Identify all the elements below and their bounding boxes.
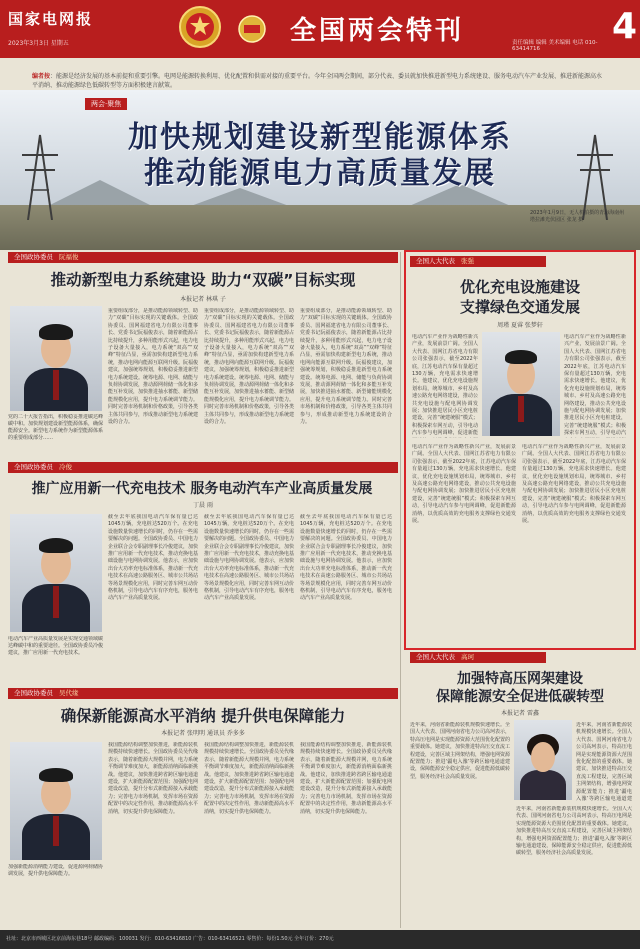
section-label: 全国政协委员 xyxy=(14,463,53,471)
article-byline: 本报记者 张明明 通讯员 乔多多 xyxy=(161,730,245,737)
main-headline-line-1: 加快规划建设新型能源体系 xyxy=(128,120,512,155)
congress-emblem-icon xyxy=(230,14,274,44)
section-bar xyxy=(410,652,546,663)
banner-caption: 2023年1月9日，无人机拍摄的青海海南州塔拉滩光伏园区 张龙 摄 xyxy=(530,210,625,223)
editor-note xyxy=(32,72,608,90)
article-body: 截至去年底我国电动汽车保有量已达1045万辆，充电桩达520万个。在充电设施数量快速增长的同时，仍存在一些需要解决的问题。全国政协委员、中国电力企业联合会专职副理事长冷俊建议，加快推广应用新一代充电技术，推动充换电基础设施与电网协调发展。他表示，应加快出台大功率充电标准体系，推动新一代充电技术在高速公路服务区、城市公共场站等场景规模化应用，同时完善车网互动价格机制，引导电动汽车有序充电，服务电动汽车产业高质量发展。 xyxy=(108,514,198,602)
focus-tag: 两会·聚焦 xyxy=(85,98,127,110)
article-body-continued: 电动汽车产业作为战略性新兴产业，发展前景广阔。全国人大代表、国网江苏省电力有限公司张强表示，截至2022年底，江苏电动汽车保有量超过130万辆，充电需求快速增长。他建议，优化充电设施规划布局，统筹城市、乡村及高速公路充电网络建设，推动公共充电设施与配电网协调发展；加快推进居民小区充电桩建设，完善“统建统服”模式；积极探索车网互动，引导电动汽车参与电网调峰，促进新能源消纳，以优质高效的充电服务支撑绿色交通发展。 xyxy=(412,444,516,525)
portrait-photo xyxy=(10,306,102,411)
article-byline: 周瑾 夏睿 张梦轩 xyxy=(497,322,543,329)
article-body-continued: 截至去年底我国电动汽车保有量已达1045万辆，充电桩达520万个。在充电设施数量快速增长的同时，仍存在一些需要解决的问题。全国政协委员、中国电力企业联合会专职副理事长冷俊建议，加快推广应用新一代充电技术，推动充换电基础设施与电网协调发展。他表示，应加快出台大功率充电标准体系，推动新一代充电技术在高速公路服务区、城市公共场站等场景规模化应用，同时完善车网互动价格机制，引导电动汽车有序充电，服务电动汽车产业高质量发展。 xyxy=(204,514,294,602)
main-headline-line-2: 推动能源电力高质量发展 xyxy=(144,156,496,191)
page-footer: 社址：北京市西城区北京前海东巷18号 邮政编码：100031 发行：010-63416810 广告：010-63416521 零售价：每份1.50元 全年订价：270元 xyxy=(0,930,640,949)
article-title: 推动新型电力系统建设 助力“双碳”目标实现 xyxy=(50,271,356,289)
section-label: 全国政协委员 xyxy=(14,689,53,697)
photo-caption: 加强新能源消纳能力建设，促进源网荷储协调发展，提升供电保障能力。 xyxy=(8,864,104,877)
article-body: 电动汽车产业作为战略性新兴产业，发展前景广阔。全国人大代表、国网江苏省电力有限公司张强表示，截至2022年底，江苏电动汽车保有量超过130万辆，充电需求快速增长。他建议，优化充电设施规划布局，统筹城市、乡村及高速公路充电网络建设，推动公共充电设施与配电网协调发展；加快推进居民小区充电桩建设，完善“统建统服”模式；积极探索车网互动，引导电动汽车参与电网调峰，促进新能 xyxy=(412,334,478,437)
article-body-continued: 截至去年底我国电动汽车保有量已达1045万辆，充电桩达520万个。在充电设施数量快速增长的同时，仍存在一些需要解决的问题。全国政协委员、中国电力企业联合会专职副理事长冷俊建议，加快推广应用新一代充电技术，推动充换电基础设施与电网协调发展。他表示，应加快出台大功率充电标准体系，推动新一代充电技术在高速公路服务区、城市公共场站等场景规模化应用，同时完善车网互动价格机制，引导电动汽车有序充电，服务电动汽车产业高质量发展。 xyxy=(300,514,392,602)
portrait-photo xyxy=(10,742,102,860)
editor-credits: 责任编辑 编辑 美术编辑 电话 010-63414716 xyxy=(512,40,598,52)
person-name: 冷俊 xyxy=(59,463,72,471)
section-bar xyxy=(8,688,398,699)
article-body: 重要组成部分，是推动能源领域转型、助力“双碳”目标实现的关键载体。全国政协委员、国网福建省电力有限公司董事长、党委书记阮福俊表示，随着新能源占比持续提升，多种用能形式兴起，电力电子设备大量接入，电力系统“双高”“双峰”特征凸显，亟需加快构建新型电力系统，推动电网向能源互联网升级。阮福俊建议，加强统筹规划，积极稳妥推进新型电力系统建设。统筹电源、电网、储能与负荷协调发展，推动源网荷储一体化和多能互补发展，加快推进抽水蓄能、新型储能规模化应用，提升电力系统调节能力。同时完善市场机制和价格政策，引导各类主体共同参与，形成推动新型电力系统建设的合力。 xyxy=(108,308,198,426)
article-title-line-2: 支撑绿色交通发展 xyxy=(459,298,580,316)
section-label: 全国政协委员 xyxy=(14,253,53,261)
article-title-line-2: 保障能源安全促进低碳转型 xyxy=(436,689,604,705)
article-body-continued: 重要组成部分，是推动能源领域转型、助力“双碳”目标实现的关键载体。全国政协委员、国网福建省电力有限公司董事长、党委书记阮福俊表示，随着新能源占比持续提升，多种用能形式兴起，电力电子设备大量接入，电力系统“双高”“双峰”特征凸显，亟需加快构建新型电力系统，推动电网向能源互联网升级。阮福俊建议，加强统筹规划，积极稳妥推进新型电力系统建设。统筹电源、电网、储能与负荷协调发展，推动源网荷储一体化和多能互补发展，加快推进抽水蓄能、新型储能规模化应用，提升电力系统调节能力。同时完善市场机制和价格政策，引导各类主体共同参与，形成推动新型电力系统建设的合力。 xyxy=(204,308,294,426)
person-name: 阮福俊 xyxy=(59,253,79,261)
dateline: 2023年3月3日 星期五 xyxy=(8,40,69,47)
column-divider xyxy=(400,252,401,928)
article-body-continued: 电动汽车产业作为战略性新兴产业，发展前景广阔。全国人大代表、国网江苏省电力有限公司张强表示，截至2022年底，江苏电动汽车保有量超过130万辆，充电需求快速增长。他建议，优化充电设施规划布局，统筹城市、乡村及高速公路充电网络建设，推动公共充电设施与配电网协调发展；加快推进居民小区充电桩建设，完善“统建统服”模式；积极探索车网互动，引导电动汽车参与电网调峰，促进新能源消纳，以优质高效的充电服务支撑绿色交通发展。 xyxy=(522,444,626,525)
portrait-photo xyxy=(514,720,572,800)
article-body-continued: 近年来，河南省新能源装机规模快速增长。全国人大代表、国网河南省电力公司高珂表示，特高压电网是实现能源资源大范围优化配置的重要载体。她建议，加快推进特高压交直流工程建设，完善区域主网架结构，增强电网资源配置能力；推进‘疆电入豫’等跨区输电通道建设，保障能源安全稳定供应，促进能源低碳转型，服务经济社会高质量发展。 xyxy=(516,806,632,857)
emblem-icon xyxy=(178,5,222,49)
section-bar xyxy=(410,256,546,267)
section-label: 全国人大代表 xyxy=(416,653,455,661)
article-body-continued: 近年来，河南省新能源装机规模快速增长。全国人大代表、国网河南省电力公司高珂表示，特高压电网是实现能源资源大范围优化配置的重要载体。她建议，加快推进特高压交直流工程建设，完善区域主网架结构，增强电网资源配置能力；推进‘疆电入豫’等跨区输电通道建 xyxy=(576,722,632,802)
article-byline: 丁晨 雨 xyxy=(193,502,213,509)
portrait-photo xyxy=(482,332,560,436)
article-body: 近年来，河南省新能源装机规模快速增长。全国人大代表、国网河南省电力公司高珂表示，特高压电网是实现能源资源大范围优化配置的重要载体。她建议，加快推进特高压交直流工程建设，完善区域主网架结构，增强电网资源配置能力；推进‘疆电入豫’等跨区输电通道建设，保障能源安全稳定供应，促进能源低碳转型，服务经济社会高质量发展。 xyxy=(410,722,510,780)
person-name: 张强 xyxy=(461,257,474,265)
section-label: 全国人大代表 xyxy=(416,257,455,265)
article-title-line-1: 优化充电设施建设 xyxy=(459,278,580,296)
article-body-continued: 我国能源结构调整加快推进，新能源装机规模持续快速增长。全国政协委员吴代缘表示，随着新能源大规模并网，电力系统平衡调节难度加大，新能源消纳面临新挑战。他建议，加快推进跨省跨区输电通道建设，扩大新能源配置范围；加强配电网建设改造，提升分布式新能源接入承载能力；完善电力市场机制，发挥市场在资源配置中的决定性作用，推动新能源高水平消纳，切实提升供电保障能力。 xyxy=(300,742,392,815)
masthead: 国家电网报 xyxy=(8,10,94,28)
editor-note-text: ：能源是经济发展的基本前提和重要引擎。电网是能源转换利用、优化配置和供需对接的重要平台。今年全国两会期间，部分代表、委员就加快推进新型电力系统建设、服务电动汽车产业发展、推进新能源高水平消纳、推动能源绿色低碳转型等方面积极建言献策。 xyxy=(32,73,603,89)
article-title: 推广应用新一代充电技术 服务电动汽车产业高质量发展 xyxy=(31,481,373,497)
section-bar xyxy=(8,462,398,473)
photo-caption: 电动汽车产业高质量发展是实现交通领域碳达峰碳中和的重要途径。全国政协委员冷俊建议，推广应用新一代充电技术。 xyxy=(8,636,104,656)
portrait-photo xyxy=(10,514,102,632)
photo-caption: 党的二十大报告指出，积极稳妥推进碳达峰碳中和。加快规划建设新型能源体系，确保能源安全。新型电力系统作为新型能源体系的重要组成部分…… xyxy=(8,414,104,441)
person-name: 高珂 xyxy=(461,653,474,661)
article-title-line-1: 加强特高压网架建设 xyxy=(457,671,583,687)
page-number: 4 xyxy=(612,6,638,47)
article-byline: 本报记者 林琪 子 xyxy=(180,296,226,303)
section-bar xyxy=(8,252,398,263)
person-name: 吴代缘 xyxy=(59,689,79,697)
article-title: 确保新能源高水平消纳 提升供电保障能力 xyxy=(60,707,346,725)
article-body-continued: 电动汽车产业作为战略性新兴产业，发展前景广阔。全国人大代表、国网江苏省电力有限公司张强表示，截至2022年底，江苏电动汽车保有量超过130万辆，充电需求快速增长。他建议，优化充电设施规划布局，统筹城市、乡村及高速公路充电网络建设，推动公共充电设施与配电网协调发展；加快推进居民小区充电桩建设，完善“统建统服”模式；积极探索车网互动，引导电动汽 xyxy=(564,334,626,437)
editor-note-label: 编者按 xyxy=(32,73,51,80)
special-edition-title: 全国两会特刊 xyxy=(290,16,465,46)
banner-photo xyxy=(0,90,640,250)
article-body-continued: 重要组成部分，是推动能源领域转型、助力“双碳”目标实现的关键载体。全国政协委员、国网福建省电力有限公司董事长、党委书记阮福俊表示，随着新能源占比持续提升，多种用能形式兴起，电力电子设备大量接入，电力系统“双高”“双峰”特征凸显，亟需加快构建新型电力系统，推动电网向能源互联网升级。阮福俊建议，加强统筹规划，积极稳妥推进新型电力系统建设。统筹电源、电网、储能与负荷协调发展，推动源网荷储一体化和多能互补发展，加快推进抽水蓄能、新型储能规模化应用，提升电力系统调节能力。同时完善市场机制和价格政策，引导各类主体共同参与，形成推动新型电力系统建设的合力。 xyxy=(300,308,392,426)
article-body-continued: 我国能源结构调整加快推进，新能源装机规模持续快速增长。全国政协委员吴代缘表示，随着新能源大规模并网，电力系统平衡调节难度加大，新能源消纳面临新挑战。他建议，加快推进跨省跨区输电通道建设，扩大新能源配置范围；加强配电网建设改造，提升分布式新能源接入承载能力；完善电力市场机制，发挥市场在资源配置中的决定性作用，推动新能源高水平消纳，切实提升供电保障能力。 xyxy=(204,742,294,815)
article-body: 我国能源结构调整加快推进，新能源装机规模持续快速增长。全国政协委员吴代缘表示，随着新能源大规模并网，电力系统平衡调节难度加大，新能源消纳面临新挑战。他建议，加快推进跨省跨区输电通道建设，扩大新能源配置范围；加强配电网建设改造，提升分布式新能源接入承载能力；完善电力市场机制，发挥市场在资源配置中的决定性作用，推动新能源高水平消纳，切实提升供电保障能力。 xyxy=(108,742,198,815)
article-byline: 本报记者 雷鑫 xyxy=(501,710,539,717)
